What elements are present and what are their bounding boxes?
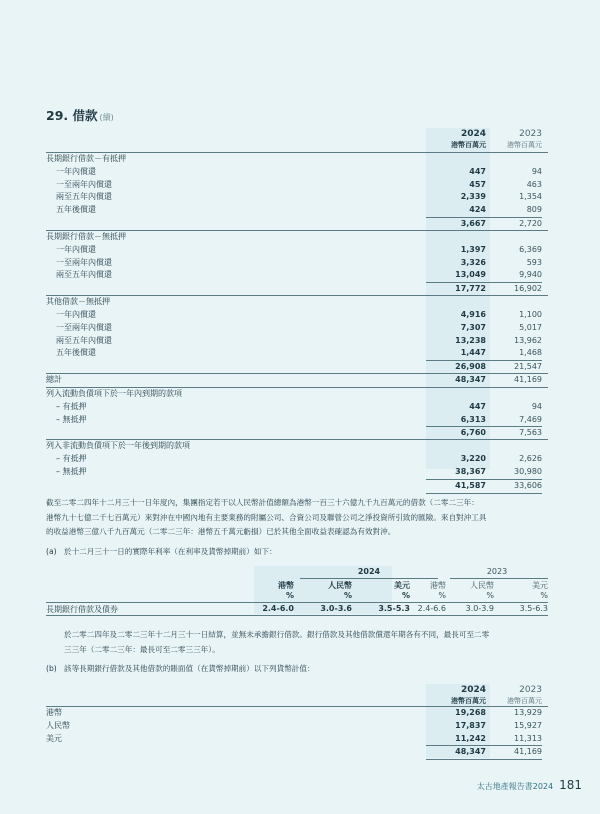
rate-value: 2.4-6.6 [417,604,446,613]
row-label: 一至兩年內償還 [56,322,112,332]
ccy-body [46,706,548,758]
table-row [46,322,548,335]
ccy-unit-2023: 港幣百萬元 [507,697,542,705]
ccy-header [46,684,548,706]
value-2023: 33,606 [482,479,542,494]
row-label: 列入流動負債項下於一年內到期的款項 [46,388,182,398]
value-2023: 5,017 [519,322,542,332]
value-2024: 1,397 [460,244,486,254]
row-label: 一年內償還 [56,244,96,254]
table-row [46,230,548,244]
value-2024: 447 [469,166,486,176]
rate-rule-2023 [450,578,548,579]
value-2023: 9,940 [519,270,542,280]
rate-col-header: 人民幣 [470,581,494,590]
value-2024: 17,772 [426,282,486,296]
ccy-value-2023: 15,927 [514,720,542,730]
row-label: – 無抵押 [56,466,87,476]
ccy-value-2024: 19,268 [455,708,486,717]
currency-table [46,684,548,758]
interest-rate-table [46,566,548,616]
rate-year-2024: 2024 [357,567,381,576]
rate-col-header: 人民幣 [328,581,352,590]
row-label: 兩至五年內償還 [56,192,112,202]
paragraph-line: 港幣九十七億二千七百萬元）來對沖在中國內地有主要業務的附屬公司、合資公司及聯營公司之淨投資所引致的匯險。來自對沖工具 [46,512,487,522]
table-row [46,439,548,453]
footer-report-name: 太古地產報告書2024 [476,782,554,791]
value-2023: 1,354 [519,192,542,202]
value-2024: 38,367 [455,466,486,476]
paragraph-line: 三三年（二零二三年：最長可至二零三三年）。 [64,644,220,654]
value-2023: 13,962 [514,335,542,345]
table-row [46,295,548,309]
value-2023: 809 [526,205,542,215]
value-2024: 13,238 [455,335,486,345]
rate-value: 2.4-6.0 [262,604,294,613]
value-2024: 3,667 [426,217,486,231]
value-2024: 424 [469,205,486,215]
value-2024: 26,908 [426,360,486,374]
rate-col-unit: % [343,591,352,600]
value-2023: 1,100 [519,309,542,319]
ccy-value-2023: 13,929 [514,708,542,717]
hedge-paragraph [46,496,556,540]
table-header [46,128,548,152]
rate-col-header: 美元 [532,581,548,590]
currency-label: 人民幣 [46,720,70,730]
row-label: 總計 [46,375,62,385]
table-row [46,179,548,192]
table-row [46,387,548,401]
table-row [46,152,548,166]
table-row [46,191,548,204]
value-2024: 2,339 [460,192,486,202]
row-label: – 無抵押 [56,414,87,424]
value-2024: 3,326 [460,257,486,267]
value-2023: 41,169 [514,375,542,385]
table-body [46,152,548,492]
ccy-row [46,706,548,720]
paragraph-line: 截至二零二四年十二月三十一日年度內，集團指定若干以人民幣計值總額為港幣一百三十六億九千九百萬元的借款（二零二三年： [46,498,479,507]
table-row [46,309,548,322]
table-row [46,269,548,282]
ccy-header-2023 [472,684,542,706]
header-unit-2023: 港幣百萬元 [507,141,542,149]
value-2023: 6,369 [519,244,542,254]
paragraph-line: 的收益港幣三億八千九百萬元（二零二三年：港幣五千萬元虧損）已於其他全面收益表確認為有效對沖。 [46,527,396,536]
ccy-unit-2024: 港幣百萬元 [451,697,486,705]
header-year-2024: 2024 [460,129,486,139]
table-row [46,166,548,179]
rate-col-unit: % [401,591,410,600]
rate-col-header: 港幣 [430,581,446,590]
title-text: 29. 借款 [46,108,98,123]
ccy-value-2023: 11,313 [514,733,542,743]
value-2024: 41,587 [426,479,486,494]
value-2023: 21,547 [482,360,542,374]
value-2023: 463 [526,179,542,189]
value-2024: 3,220 [460,454,486,464]
row-label: – 有抵押 [56,401,87,411]
ccy-value-2024: 48,347 [426,745,486,760]
ccy-row [46,720,548,733]
table-row [46,282,548,295]
table-row [46,479,548,492]
rate-value: 3.0-3.9 [465,604,494,613]
value-2024: 6,760 [426,426,486,440]
section-title [46,106,114,124]
note-a-text: 於十二月三十一日的實際年利率（在利率及貨幣掉期前）如下： [64,547,277,556]
header-unit-2024: 港幣百萬元 [451,141,486,149]
rate-col-header: 港幣 [278,581,294,590]
rate-row-rule [46,602,548,603]
rate-value: 3.5-5.3 [378,604,410,613]
table-row [46,426,548,439]
value-2024: 1,447 [460,348,486,358]
currency-label: 港幣 [46,708,62,717]
value-2024: 447 [469,401,486,411]
row-label: 一至兩年內償還 [56,257,112,267]
row-label: 五年後償還 [56,348,96,358]
ccy-year-2023: 2023 [519,685,542,695]
row-label: 長期銀行借款－有抵押 [46,154,126,163]
table-row [46,360,548,373]
row-label: 五年後償還 [56,205,96,215]
rate-col-unit: % [438,591,446,600]
table-row [46,347,548,360]
note-b-text: 該等長期銀行借款及其他借款的賬面值（在貨幣掉期前）以下列貨幣計值： [64,664,315,673]
rate-row-bottom [46,615,548,616]
rate-col-header: 美元 [394,581,410,590]
row-label: 一年內償還 [56,309,96,319]
value-2023: 2,720 [482,217,542,231]
row-label: 一至兩年內償還 [56,179,112,189]
rate-value: 3.5-6.3 [519,604,548,613]
table-row [46,373,548,387]
table-row [46,204,548,217]
rate-row-label: 長期銀行借款及債券 [46,605,118,614]
table-row [46,401,548,414]
undrawn-paragraph [46,628,556,657]
row-label: 長期銀行借款－無抵押 [46,231,126,241]
table-row [46,217,548,230]
ccy-value-2023: 41,169 [482,745,542,760]
value-2023: 7,469 [519,414,542,424]
rate-col-unit: % [486,591,494,600]
rate-col-unit: % [285,591,294,600]
value-2023: 1,468 [519,348,542,358]
rate-year-2023: 2023 [486,567,508,576]
ccy-year-2024: 2024 [460,685,486,695]
note-b-marker: (b) [46,664,57,673]
note-a-marker: (a) [46,547,57,556]
ccy-row [46,733,548,746]
value-2023: 7,563 [482,426,542,440]
header-year-2023: 2023 [519,129,542,139]
value-2023: 94 [531,401,542,411]
table-row [46,453,548,466]
rate-value: 3.0-3.6 [320,604,352,613]
row-label: 兩至五年內償還 [56,335,112,345]
value-2024: 13,049 [455,270,486,280]
value-2023: 2,626 [519,454,542,464]
row-label: 其他借款－無抵押 [46,297,110,307]
table-row [46,466,548,479]
title-continued: (續) [99,113,114,122]
value-2024: 6,313 [460,414,486,424]
value-2023: 16,902 [482,282,542,296]
value-2024: 7,307 [460,322,486,332]
ccy-row [46,745,548,758]
page-footer [477,778,582,792]
row-label: 列入非流動負債項下於一年後到期的款項 [46,441,190,451]
header-2023 [472,128,542,150]
value-2023: 30,980 [514,466,542,476]
table-row [46,257,548,270]
value-2024: 457 [469,179,486,189]
currency-label: 美元 [46,733,62,743]
table-row [46,414,548,427]
rate-rule-2024 [300,578,438,579]
value-2024: 48,347 [455,375,486,385]
value-2024: 4,916 [460,309,486,319]
row-label: 兩至五年內償還 [56,270,112,280]
row-label: 一年內償還 [56,166,96,176]
borrowings-table [46,128,548,492]
paragraph-line: 於二零二四年及二零二三年十二月三十一日結算，並無未承擔銀行借款。銀行借款及其他借款償還年期各有不同，最長可至二零 [64,630,490,639]
rate-col-unit: % [540,591,548,600]
value-2023: 593 [526,257,542,267]
table-row [46,244,548,257]
table-row [46,335,548,348]
value-2023: 94 [531,166,542,176]
ccy-value-2024: 11,242 [455,733,486,743]
page-number: 181 [559,778,582,792]
row-label: – 有抵押 [56,454,87,464]
ccy-value-2024: 17,837 [455,720,486,730]
